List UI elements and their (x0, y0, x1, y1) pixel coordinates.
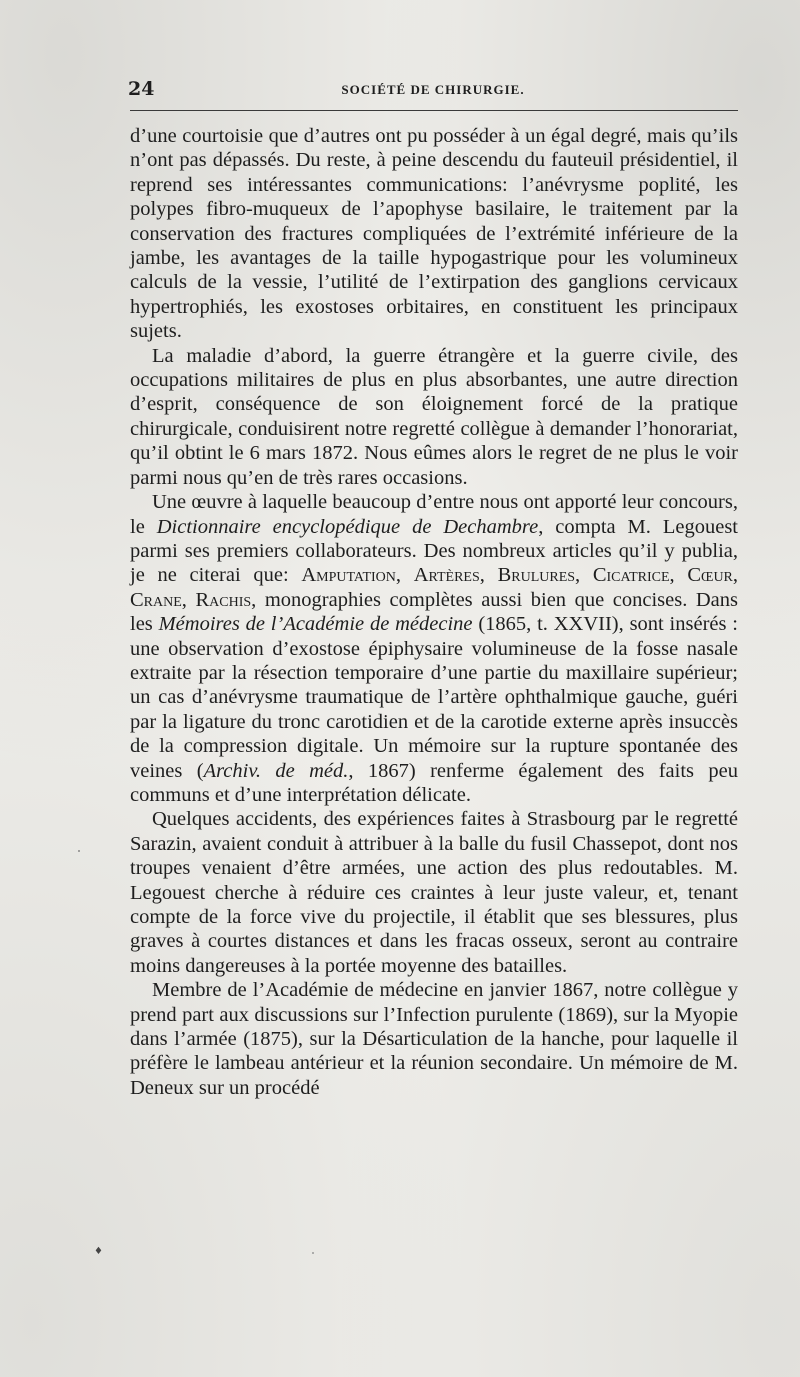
header-rule (130, 110, 738, 111)
paragraph-3 (130, 490, 738, 807)
p3-text-1: Une œuvre à laquelle beaucoup d’entre nous ont apporté leur concours, le (130, 491, 738, 538)
running-title: SOCIÉTÉ DE CHIRURGIE. (341, 82, 525, 97)
p3-comma-2: , (479, 564, 498, 587)
p3-italic-dictionnaire: Dictionnaire encyclopédique de Dechambre (156, 515, 539, 538)
page-number: 24 (128, 78, 155, 100)
paragraph-5: Membre de l’Académie de médecine en janvier 1867, notre collègue y prend part aux discussions sur l’Infection purulente (1869), sur la Myopie dans l’armée (1875), sur la Désarticulation de la hanche, pour laquelle il préfère le lambeau antérieur et la réunion secondaire. Un mémoire de M. Deneux sur un procédé (130, 979, 738, 1099)
p3-comma-1: , (395, 564, 414, 587)
p3-smallcaps-crane: Crane (130, 588, 182, 611)
body-text (130, 124, 738, 1100)
p3-smallcaps-coeur: Cœur (687, 564, 733, 587)
margin-bullet: ♦ (94, 1246, 103, 1257)
p3-smallcaps-arteres: Artères (413, 564, 480, 587)
p3-comma-5: , (732, 564, 739, 587)
paragraph-1: d’une courtoisie que d’autres ont pu posséder à un égal degré, mais qu’ils n’ont pas dépassés. Du reste, à peine descendu du fauteuil présidentiel, il reprend ses intéressantes communications: l’anévrysme poplité, les polypes fibro-muqueux de l’apophyse basilaire, le traitement par la conservation des fractures compliquées de l’extrémité inférieure de la jambe, les avantages de la taille hypogastrique pour les volumineux calculs de la vessie, l’utilité de l’extirpation des ganglions cervicaux hypertrophiés, les exostoses orbitaires, en constituent les principaux sujets. (130, 125, 738, 343)
p3-text-5: , 1867) renferme également des faits peu communs et d’une interprétation délicate. (130, 759, 738, 806)
page-header (128, 76, 738, 104)
p3-text-4: (1865, t. XXVII), sont insérés : une observation d’exostose épiphysaire volumineuse de la fosse nasale extraite par la résection temporaire d’une partie du maxillaire supérieur; un cas d’anévrysme traumatique de l’artère ophthalmique gauche, guéri par la ligature du tronc carotidien et de la carotide externe après insuccès de la compression digitale. Un mémoire sur la rupture spontanée des veines ( (130, 613, 738, 782)
paper-speck (78, 850, 80, 852)
p3-text-3: , monographies complètes aussi bien que concises. Dans les (130, 588, 739, 636)
p3-comma-3: , (575, 564, 593, 587)
p3-comma-6: , (181, 588, 196, 611)
p3-smallcaps-rachis: Rachis (195, 588, 252, 611)
paragraph-2: La maladie d’abord, la guerre étrangère et la guerre civile, des occupations militaires de plus en plus absorbantes, une autre direction d’esprit, conséquence de son éloignement forcé de la pratique chirurgicale, conduisirent notre regretté collègue à demander l’honorariat, qu’il obtint le 6 mars 1872. Nous eûmes alors le regret de ne plus le voir parmi nous qu’en de très rares occasions. (130, 344, 738, 489)
p3-smallcaps-amputation: Amputation (301, 564, 396, 587)
p3-text-2: , compta M. Legouest parmi ses premiers collaborateurs. Des nombreux articles qu’il y publia, je ne citerai que: (130, 515, 738, 587)
p3-smallcaps-brulures: Brulures (497, 564, 576, 587)
p3-smallcaps-cicatrice: Cicatrice (592, 564, 670, 587)
paragraph-4: Quelques accidents, des expériences faites à Strasbourg par le regretté Sarazin, avaient conduit à attribuer à la balle du fusil Chassepot, dont nos troupes venaient d’être armées, une action des plus redoutables. M. Legouest cherche à réduire ces craintes à leur juste valeur, et, tenant compte de la force vive du projectile, il établit que ses blessures, plus graves à courtes distances et dans les fracas osseux, seront au contraire moins dangereuses à la portée moyenne des batailles. (130, 808, 738, 977)
p3-italic-archiv: Archiv. de méd. (203, 759, 349, 782)
p3-comma-4: , (669, 564, 688, 587)
paper-speck (312, 1252, 314, 1254)
p3-italic-memoires: Mémoires de l’Académie de médecine (158, 613, 473, 636)
